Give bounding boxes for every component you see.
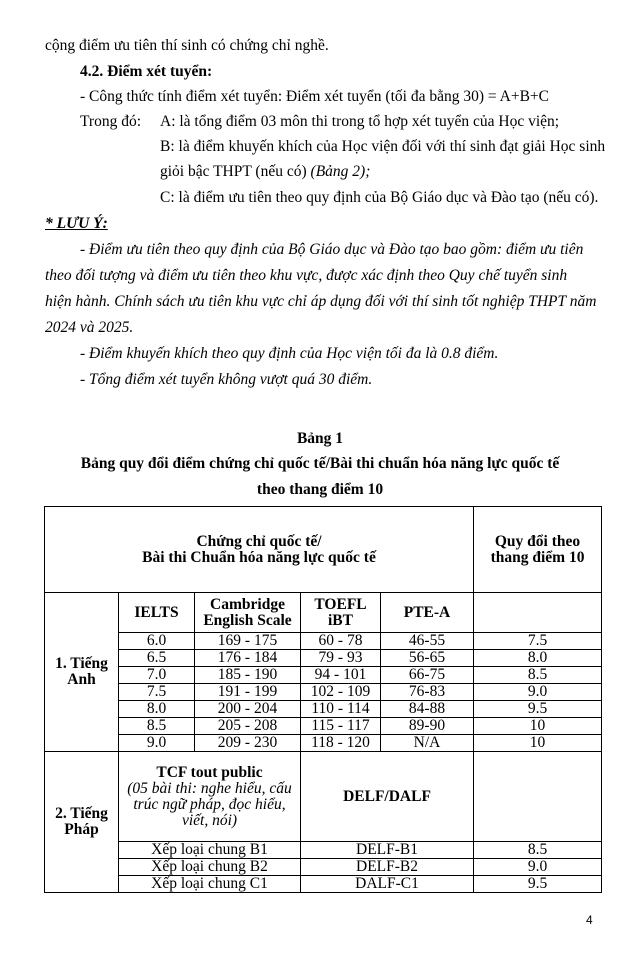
score-cell: 10 bbox=[474, 735, 602, 752]
english-label-line: 1. Tiếng bbox=[55, 655, 108, 672]
french-label-line: Pháp bbox=[64, 821, 99, 838]
table-row bbox=[45, 684, 602, 701]
table-row bbox=[45, 718, 602, 735]
cambridge-cell: 169 - 175 bbox=[195, 633, 301, 650]
pte-cell: 76-83 bbox=[381, 684, 474, 701]
text-line bbox=[160, 162, 370, 182]
tcf-cell: Xếp loại chung B1 bbox=[119, 842, 301, 859]
toefl-cell: 79 - 93 bbox=[301, 650, 381, 667]
table-title: theo thang điểm 10 bbox=[256, 481, 384, 498]
toefl-cell: 118 - 120 bbox=[301, 735, 381, 752]
cambridge-cell: 209 - 230 bbox=[195, 735, 301, 752]
score-cell: 10 bbox=[474, 718, 602, 735]
text-line: cộng điểm ưu tiên thí sinh có chứng chỉ nghề. bbox=[45, 37, 329, 54]
text-line: B: là điểm khuyến khích của Học viện đối với thí sinh đạt giải Học sinh bbox=[160, 138, 606, 155]
ielts-cell: 7.5 bbox=[119, 684, 195, 701]
ielts-cell: 9.0 bbox=[119, 735, 195, 752]
score-cell: 8.0 bbox=[474, 650, 602, 667]
note-heading: * LƯU Ý: bbox=[45, 215, 108, 232]
note-line: theo đối tượng và điểm ưu tiên theo khu vực, được xác định theo Quy chế tuyển sinh bbox=[45, 267, 568, 284]
col-pte: PTE-A bbox=[381, 593, 474, 633]
cambridge-cell: 200 - 204 bbox=[195, 701, 301, 718]
delf-header: DELF/DALF bbox=[301, 752, 474, 842]
table-row bbox=[45, 735, 602, 752]
pte-cell: 84-88 bbox=[381, 701, 474, 718]
cambridge-cell: 205 - 208 bbox=[195, 718, 301, 735]
cert-header bbox=[45, 507, 474, 593]
tcf-detail: trúc ngữ pháp, đọc hiểu, bbox=[133, 795, 286, 813]
ielts-cell: 6.5 bbox=[119, 650, 195, 667]
conversion-header-line: thang điểm 10 bbox=[490, 548, 585, 566]
col-toefl-line: iBT bbox=[328, 611, 353, 629]
toefl-cell: 110 - 114 bbox=[301, 701, 381, 718]
conversion-header bbox=[474, 507, 602, 593]
table-row bbox=[45, 701, 602, 718]
note-line: hiện hành. Chính sách ưu tiên khu vực chỉ áp dụng đối với thí sinh tốt nghiệp THPT năm bbox=[45, 293, 597, 310]
pte-cell: N/A bbox=[381, 735, 474, 752]
score-cell: 8.5 bbox=[474, 842, 602, 859]
tcf-cell: Xếp loại chung C1 bbox=[119, 876, 301, 893]
tcf-cell: Xếp loại chung B2 bbox=[119, 859, 301, 876]
delf-cell: DELF-B2 bbox=[301, 859, 474, 876]
cambridge-cell: 185 - 190 bbox=[195, 667, 301, 684]
english-column-header-row bbox=[45, 593, 602, 633]
note-line: 2024 và 2025. bbox=[45, 319, 134, 336]
ielts-cell: 8.5 bbox=[119, 718, 195, 735]
conversion-header-line: Quy đổi theo bbox=[494, 532, 581, 550]
where-label: Trong đó: bbox=[80, 113, 142, 130]
score-cell: 9.5 bbox=[474, 701, 602, 718]
cambridge-cell: 191 - 199 bbox=[195, 684, 301, 701]
col-cambridge-line: Cambridge bbox=[210, 595, 285, 613]
delf-cell: DALF-C1 bbox=[301, 876, 474, 893]
section-heading: 4.2. Điểm xét tuyển: bbox=[80, 63, 213, 80]
page-number: 4 bbox=[586, 913, 593, 927]
score-cell: 9.5 bbox=[474, 876, 602, 893]
text-line: C: là điểm ưu tiên theo quy định của Bộ Giáo dục và Đào tạo (nếu có). bbox=[160, 189, 599, 206]
table-row bbox=[45, 667, 602, 684]
delf-cell: DELF-B1 bbox=[301, 842, 474, 859]
table-ref: (Bảng 2); bbox=[310, 163, 371, 180]
score-cell: 9.0 bbox=[474, 859, 602, 876]
toefl-cell: 60 - 78 bbox=[301, 633, 381, 650]
tcf-detail: (05 bài thi: nghe hiểu, cấu bbox=[127, 779, 292, 797]
conversion-table bbox=[44, 506, 602, 893]
col-ielts: IELTS bbox=[119, 593, 195, 633]
note-line: - Điểm khuyến khích theo quy định của Học viện tối đa là 0.8 điểm. bbox=[80, 345, 499, 362]
french-label-line: 2. Tiếng bbox=[55, 805, 108, 822]
english-label-line: Anh bbox=[67, 671, 96, 688]
table-header-row bbox=[45, 507, 602, 593]
note-line: - Tổng điểm xét tuyển không vượt quá 30 điểm. bbox=[80, 371, 373, 388]
text-span: giỏi bậc THPT (nếu có) bbox=[160, 163, 311, 180]
table-row bbox=[45, 859, 602, 876]
tcf-header bbox=[119, 752, 301, 842]
cambridge-cell: 176 - 184 bbox=[195, 650, 301, 667]
table-row bbox=[45, 876, 602, 893]
note-line: - Điểm ưu tiên theo quy định của Bộ Giáo dục và Đào tạo bao gồm: điểm ưu tiên bbox=[80, 241, 584, 258]
pte-cell: 66-75 bbox=[381, 667, 474, 684]
table-row bbox=[45, 650, 602, 667]
toefl-cell: 115 - 117 bbox=[301, 718, 381, 735]
tcf-detail: viết, nói) bbox=[181, 811, 238, 829]
cert-header-line: Chứng chỉ quốc tế/ bbox=[196, 532, 322, 550]
text-line: A: là tổng điểm 03 môn thi trong tổ hợp xét tuyển của Học viện; bbox=[160, 113, 560, 130]
empty-cell bbox=[474, 593, 602, 633]
col-cambridge-line: English Scale bbox=[203, 611, 292, 629]
french-header-row bbox=[45, 752, 602, 842]
col-toefl bbox=[301, 593, 381, 633]
table-row bbox=[45, 633, 602, 650]
ielts-cell: 7.0 bbox=[119, 667, 195, 684]
col-toefl-line: TOEFL bbox=[314, 595, 367, 613]
col-cambridge bbox=[195, 593, 301, 633]
empty-cell bbox=[474, 752, 602, 842]
cert-header-line: Bài thi Chuẩn hóa năng lực quốc tế bbox=[142, 548, 376, 566]
ielts-cell: 8.0 bbox=[119, 701, 195, 718]
table-row bbox=[45, 842, 602, 859]
table-number: Bảng 1 bbox=[296, 430, 344, 447]
pte-cell: 89-90 bbox=[381, 718, 474, 735]
french-label bbox=[45, 752, 119, 893]
ielts-cell: 6.0 bbox=[119, 633, 195, 650]
table-title: Bảng quy đổi điểm chứng chỉ quốc tế/Bài thi chuẩn hóa năng lực quốc tế bbox=[80, 455, 560, 472]
toefl-cell: 102 - 109 bbox=[301, 684, 381, 701]
formula-line: - Công thức tính điểm xét tuyển: Điểm xét tuyển (tối đa bằng 30) = A+B+C bbox=[80, 88, 549, 105]
score-cell: 7.5 bbox=[474, 633, 602, 650]
score-cell: 9.0 bbox=[474, 684, 602, 701]
pte-cell: 46-55 bbox=[381, 633, 474, 650]
toefl-cell: 94 - 101 bbox=[301, 667, 381, 684]
score-cell: 8.5 bbox=[474, 667, 602, 684]
pte-cell: 56-65 bbox=[381, 650, 474, 667]
english-label bbox=[45, 593, 119, 752]
tcf-title: TCF tout public bbox=[156, 763, 263, 781]
